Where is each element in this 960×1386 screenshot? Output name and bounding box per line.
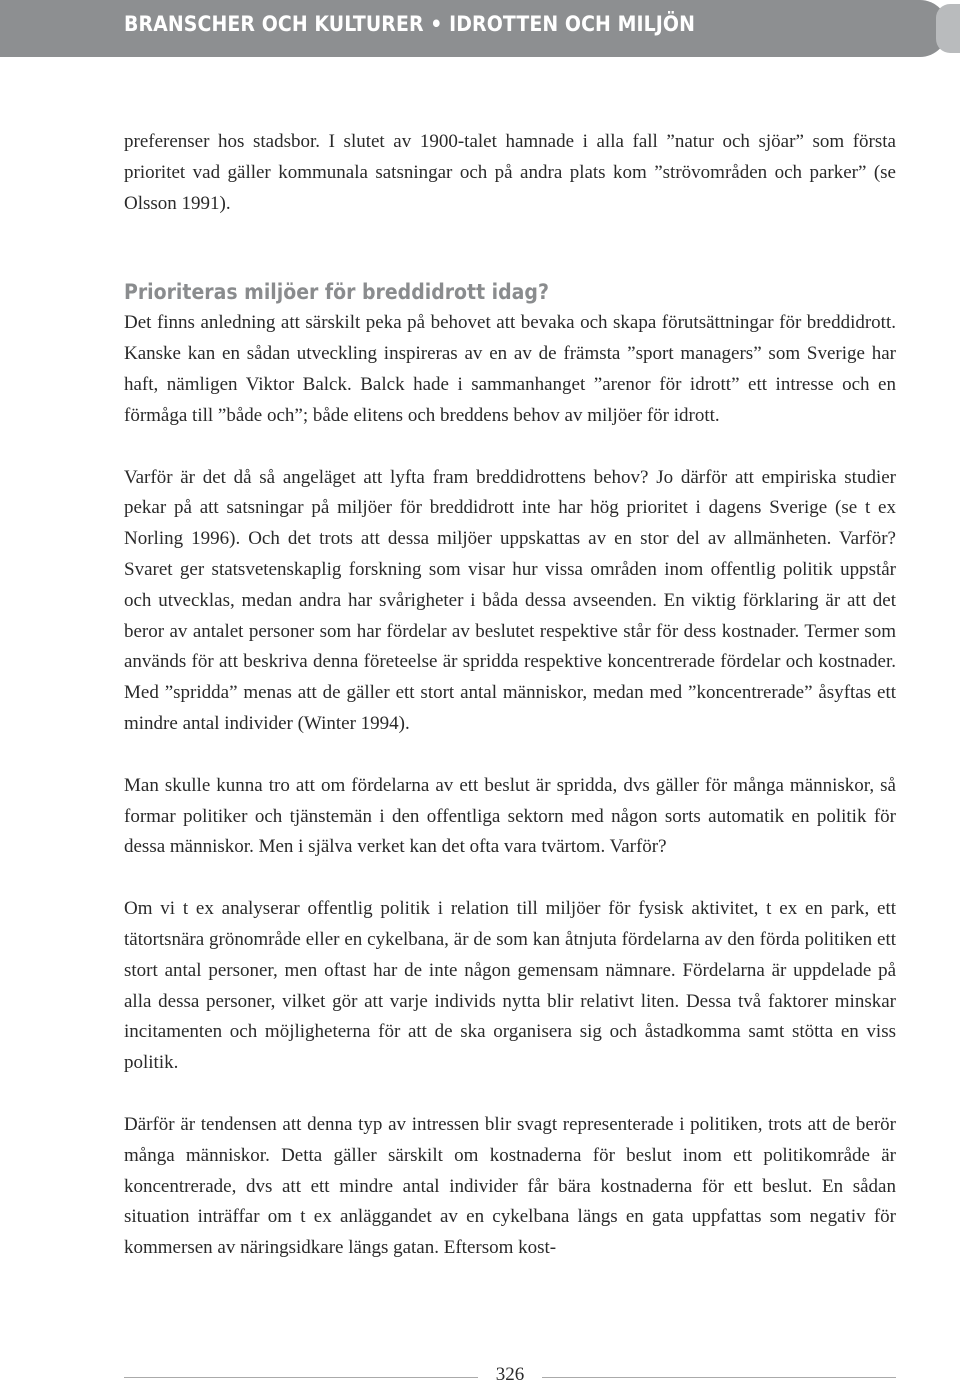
paragraph-2: Det finns anledning att särskilt peka på behovet att bevaka och skapa förutsättningar för breddidrott. Kanske kan en sådan utveckling inspireras av en av de främsta ”sport managers” som Sverige har haft, nämligen Viktor Balck. Balck hade i sammanhanget ”arenor för idrott” ett intresse och en förmåga till ”både och”; både elitens och breddens behov av miljöer för idrott. (124, 312, 896, 426)
page-content (124, 127, 896, 1295)
page-number: 326 (495, 1364, 525, 1385)
footer-rule-left (124, 1377, 478, 1378)
paragraph-1: preferenser hos stadsbor. I slutet av 1900-talet hamnade i alla fall ”natur och sjöar” som första prioritet vad gäller kommunala satsningar och på andra plats kom ”strövområden och parker” (se Olsson 1991). (124, 131, 896, 214)
paragraph-3: Varför är det då så angeläget att lyfta fram breddidrottens behov? Jo därför att empiriska studier pekar på att satsningar på miljöer för breddidrott inte har hög prioritet i dagens Sverige (se t ex Norling 1996). Och det trots att dessa miljöer uppskattas av en stor del av allmänheten. Varför? Svaret ger statsvetenskaplig forskning som visar hur vissa områden inom offentlig politik uppstår och utvecklas, medan andra har svårigheter i båda dessa avseenden. En viktig förklaring är att det beror av antalet personer som har fördelar av beslutet respektive står för dess kostnader. Termer som används för att beskriva denna företeelse är spridda respektive koncentrerade fördelar och kostnader. Med ”spridda” menas att de gäller ett stort antal människor, medan med ”koncentrerade” åsyftas ett mindre antal individer (Winter 1994). (124, 466, 896, 734)
section-heading: Prioriteras miljöer för breddidrott idag? (124, 280, 549, 305)
paragraph-5: Om vi t ex analyserar offentlig politik i relation till miljöer för fysisk aktivitet, t ex en park, ett tätortsnära grönområde eller en cykelbana, är de som kan åtnjuta fördelarna av den förda politiken ett stort antal personer, men oftast har de inte någon gemensam nämnare. Fördelarna är uppdelade på alla dessa personer, vilket gör att varje individs nytta blir relativt liten. Dessa två faktorer minskar incitamenten och möjligheterna för att de ska organisera sig och åstadkomma samt stötta en viss politik. (124, 898, 896, 1074)
running-header-title: BRANSCHER OCH KULTURER • IDROTTEN OCH MILJÖN (124, 12, 695, 36)
paragraph-6: Därför är tendensen att denna typ av intressen blir svagt representerade i politiken, trots att de berör många människor. Detta gäller särskilt om kostnaderna för beslut inom ett politikområde är koncentrerade, dvs att ett mindre antal individer får bära kostnaderna för ett beslut. En sådan situation inträffar om t ex anläggandet av en cykelbana längs en gata uppfattas som negativ för kommersen av näringsidkare längs gatan. Eftersom kost- (124, 1113, 896, 1259)
footer-rule-right (542, 1377, 896, 1378)
paragraph-4: Man skulle kunna tro att om fördelarna av ett beslut är spridda, dvs gäller för många människor, så formar politiker och tjänstemän i den offentliga sektorn med någon sorts automatik en politik för dessa människor. Men i själva verket kan det ofta vara tvärtom. Varför? (124, 774, 896, 858)
header-tab-marker (936, 4, 960, 53)
